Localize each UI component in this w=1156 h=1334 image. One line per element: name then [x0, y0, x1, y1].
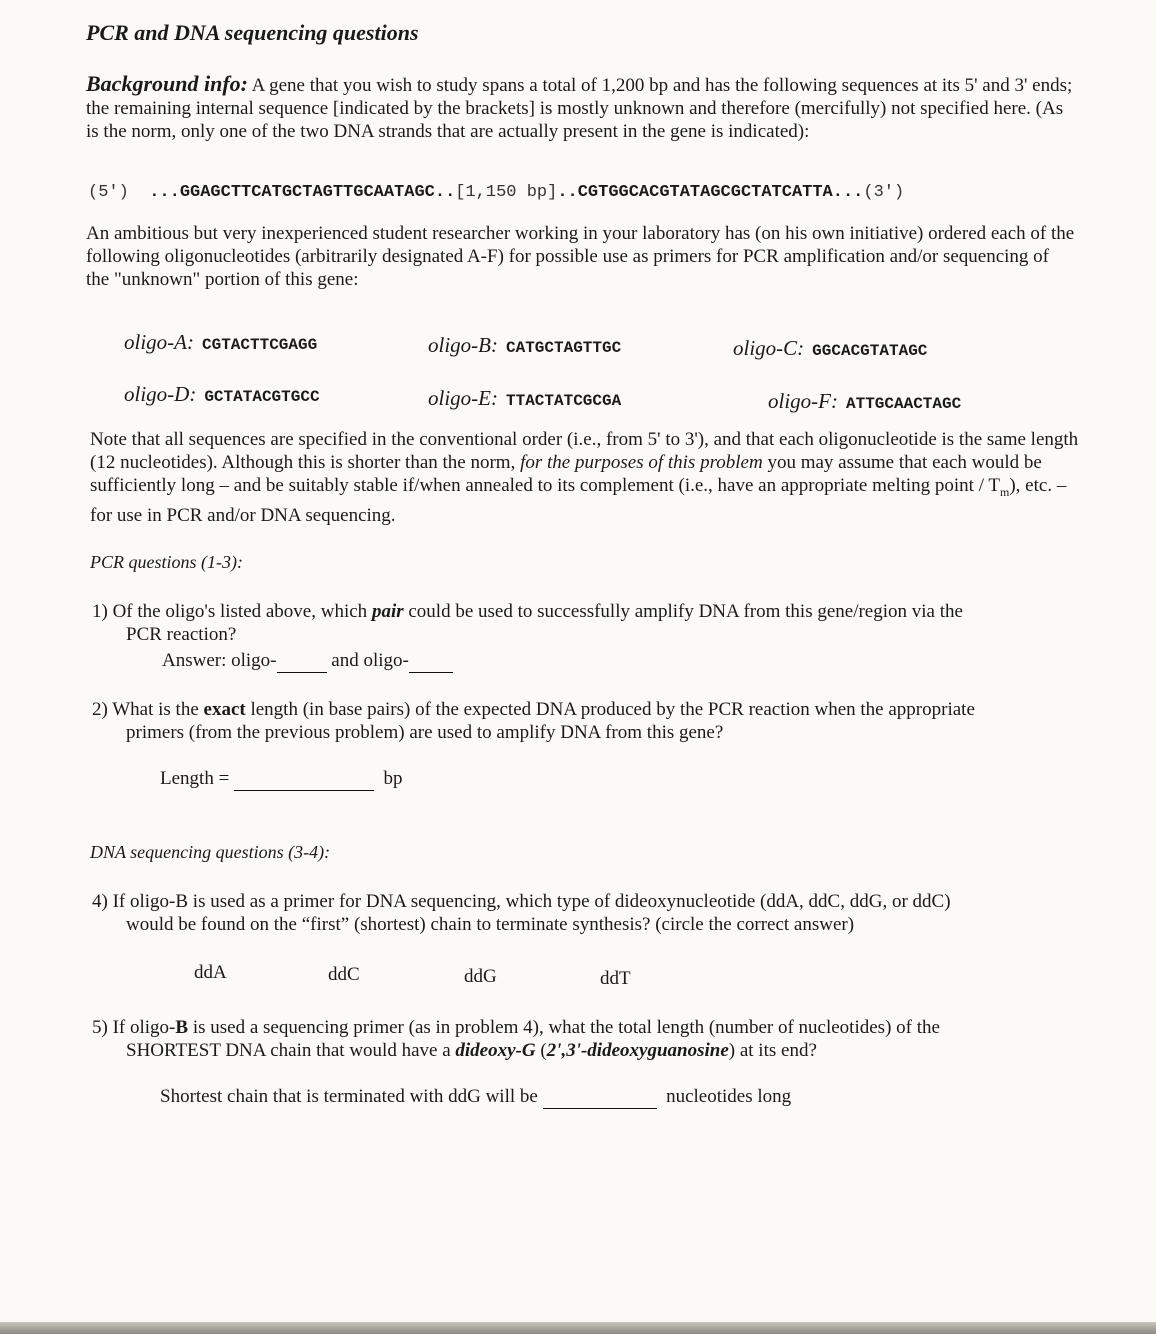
q1-blank-1[interactable] [277, 650, 327, 673]
q2-answer-line [160, 768, 403, 791]
q1-answer-label-2: and oligo- [326, 650, 409, 671]
background-paragraph [86, 72, 1076, 143]
oligo-b [428, 333, 621, 358]
oligo-label: oligo-F: [768, 389, 838, 413]
q5-emphasis: B [175, 1017, 189, 1038]
q5-text-4: ( [535, 1040, 547, 1061]
oligo-label: oligo-B: [428, 333, 498, 357]
question-2 [92, 698, 1052, 744]
q4-text-2: would be found on the “first” (shortest) chain to terminate synthesis? (circle the correct answer) [126, 914, 855, 935]
q2-emphasis: exact [203, 699, 246, 720]
three-prime-label: (3') [863, 183, 905, 202]
q5-blank[interactable] [543, 1086, 657, 1109]
q2-text: 2) What is the [92, 699, 204, 720]
q5-dideoxy-g: dideoxy-G [455, 1040, 536, 1061]
q5-text-5: ) at its end? [728, 1040, 817, 1061]
oligo-a [124, 330, 317, 355]
oligo-e [428, 386, 621, 411]
q1-blank-2[interactable] [409, 650, 453, 673]
q2-text-2: length (in base pairs) of the expected DNA produced by the PCR reaction when the appropriate [245, 699, 975, 720]
oligo-f [768, 389, 961, 414]
sequence-left: ...GGAGCTTCATGCTAGTTGCAATAGC.. [149, 183, 456, 202]
q2-length-label: Length = [160, 768, 230, 789]
q5-text: 5) If oligo- [92, 1017, 176, 1038]
q1-text-2: could be used to successfully amplify DNA from this gene/region via the [403, 601, 963, 622]
q1-text-3: PCR reaction? [126, 624, 237, 645]
page-title: PCR and DNA sequencing questions [86, 20, 419, 45]
oligo-sequence: GCTATACGTGCC [204, 388, 320, 406]
intro-paragraph: An ambitious but very inexperienced student researcher working in your laboratory has (on his own initiative) ordered each of the following oligonucleotides (arbitrarily designated A-F) for possible use as primers for PCR amplification and/or sequencing of the "unknown" portion of this gene: [86, 223, 1075, 290]
page-bottom-edge [0, 1322, 1156, 1334]
oligo-sequence: TTACTATCGCGA [505, 392, 622, 410]
tm-subscript: m [1000, 484, 1010, 499]
q1-text: 1) Of the oligo's listed above, which [92, 601, 372, 622]
oligo-label: oligo-A: [124, 330, 194, 354]
q5-answer-label: Shortest chain that is terminated with ddG will be [160, 1086, 538, 1107]
choice-dda[interactable]: ddA [194, 962, 227, 983]
question-4 [92, 890, 1052, 936]
sequencing-section-header: DNA sequencing questions (3-4): [90, 842, 331, 862]
q5-text-3: SHORTEST DNA chain that would have a [126, 1040, 456, 1061]
oligo-label: oligo-C: [733, 336, 805, 360]
oligo-sequence: GGCACGTATAGC [812, 342, 928, 360]
note-text-2: you may assume that each would be sufficiently long – and be suitably stable if/when annealed to its complement (i.e., have an appropriate melting point / T [90, 452, 1042, 496]
q1-emphasis: pair [371, 601, 404, 622]
note-paragraph [90, 428, 1090, 527]
q1-answer-label: Answer: oligo- [162, 650, 277, 671]
oligo-sequence: ATTGCAACTAGC [845, 395, 962, 413]
oligo-label: oligo-E: [428, 386, 498, 410]
choice-ddc[interactable]: ddC [328, 964, 360, 985]
gene-sequence [88, 183, 1078, 202]
q5-answer-unit: nucleotides long [666, 1086, 792, 1107]
sequence-right: ..CGTGGCACGTATAGCGCTATCATTA... [557, 183, 864, 202]
choice-ddg[interactable]: ddG [464, 966, 497, 987]
question-5 [92, 1016, 1052, 1062]
oligo-sequence: CGTACTTCGAGG [201, 336, 318, 354]
five-prime-label: (5') [88, 183, 129, 202]
q5-answer-line [160, 1086, 791, 1109]
q2-text-3: primers (from the previous problem) are used to amplify DNA from this gene? [126, 722, 724, 743]
sequence-middle: [1,150 bp] [455, 183, 558, 202]
q4-text: 4) If oligo-B is used as a primer for DNA sequencing, which type of dideoxynucleotide (ddA, ddC, ddG, or ddC) [92, 891, 951, 912]
note-text-3: ), etc. – for use in PCR and/or DNA sequencing. [90, 475, 1067, 526]
oligo-d [124, 382, 320, 407]
q5-dideoxyguanosine: 2',3'-dideoxyguanosine [546, 1040, 729, 1061]
q5-text-2: is used a sequencing primer (as in problem 4), what the total length (number of nucleotides) of the [188, 1017, 940, 1038]
q1-answer-line [162, 650, 453, 673]
oligo-c [733, 336, 927, 361]
background-lead: Background info: [86, 71, 248, 96]
q2-length-blank[interactable] [234, 768, 374, 791]
background-text: A gene that you wish to study spans a total of 1,200 bp and has the following sequences at its 5' and 3' ends; the remaining internal sequence [indicated by the brackets] is mostly unknown and therefore (mercifully) not specified here. (As is the norm, only one of the two DNA strands that are actually present in the gene is indicated): [86, 75, 1073, 142]
question-1 [92, 600, 1052, 646]
pcr-section-header: PCR questions (1-3): [90, 552, 243, 572]
oligo-sequence: CATGCTAGTTGC [505, 339, 622, 357]
choice-ddt[interactable]: ddT [600, 968, 631, 989]
oligo-label: oligo-D: [124, 382, 197, 406]
note-italic: for the purposes of this problem [520, 452, 763, 473]
q2-unit: bp [383, 768, 403, 789]
note-text: Note that all sequences are specified in the conventional order (i.e., from 5' to 3'), and that each oligonucleotide is the same length (12 nucleotides). Although this is shorter than the norm, [90, 429, 1079, 473]
